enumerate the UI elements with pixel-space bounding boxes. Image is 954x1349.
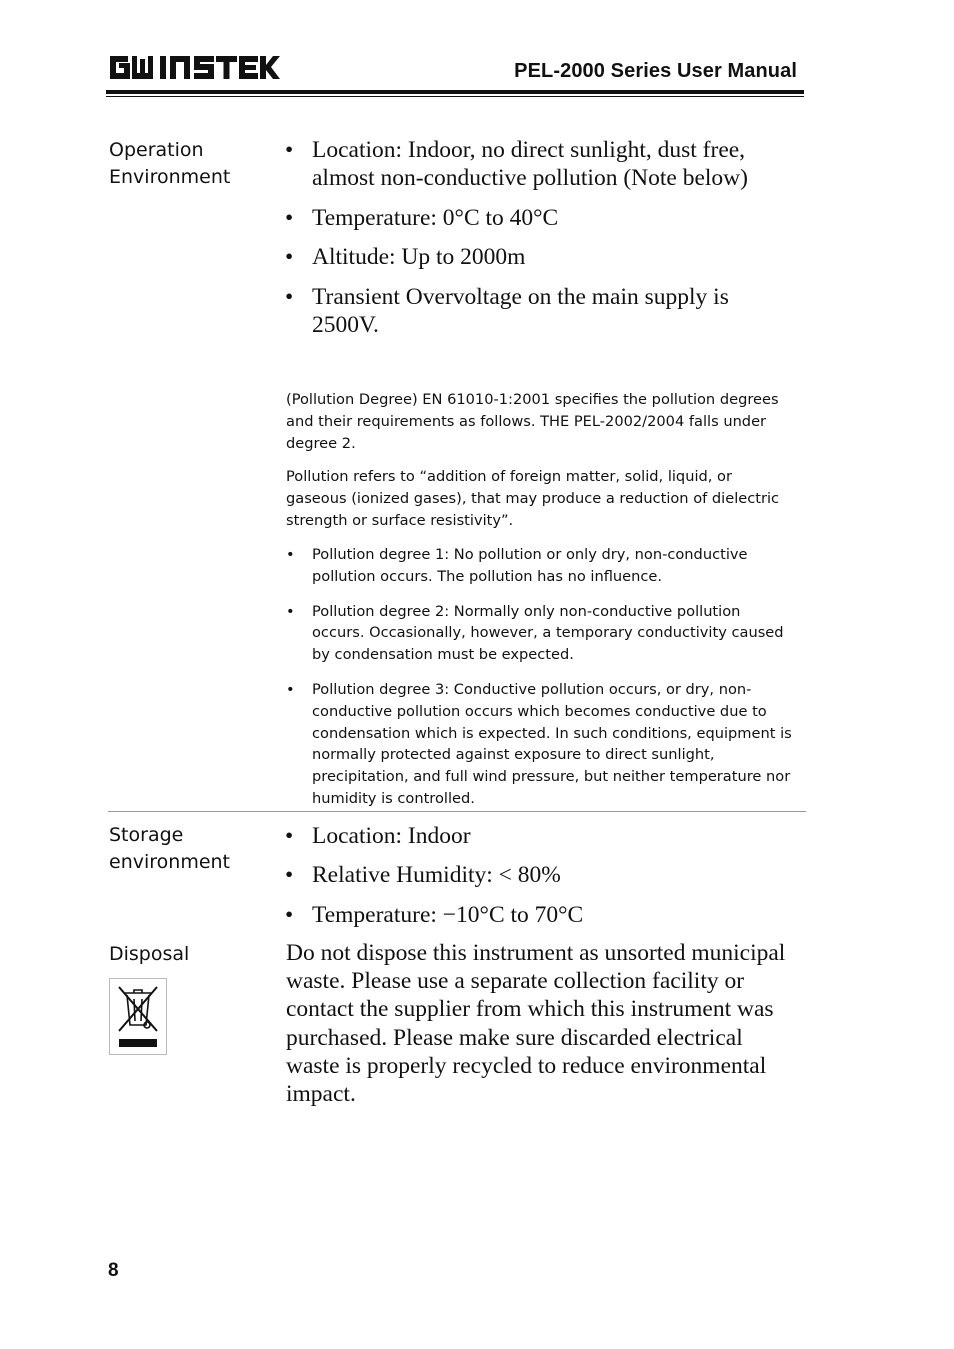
bullet-temperature: • Temperature: 0°C to 40°C — [285, 204, 795, 232]
pollution-definition: Pollution refers to “addition of foreign matter, solid, liquid, or gaseous (ionized gases), that may produce a reduction of dielectric strength or surface resistivity”. — [286, 468, 780, 529]
logo-text: GW INSTEK — [108, 52, 114, 53]
bullet-storage-humidity: • Relative Humidity: < 80% — [285, 861, 795, 889]
header-rule-thin — [106, 96, 804, 97]
pollution-degree-note: (Pollution Degree) EN 61010-1:2001 specifies the pollution degrees and their requirements as follows. THE PEL-2002/2004 falls under degree 2. — [286, 391, 779, 452]
operation-environment-label — [109, 137, 230, 191]
bullet-overvoltage: • Transient Overvoltage on the main supply is 2500V. — [285, 283, 795, 339]
section-divider — [108, 811, 806, 812]
header-rule — [106, 90, 804, 94]
bullet-altitude: • Altitude: Up to 2000m — [285, 243, 795, 271]
storage-bullets — [285, 822, 795, 929]
disposal-text: Do not dispose this instrument as unsorted municipal waste. Please use a separate collection facility or contact the supplier from which this instrument was purchased. Please make sure discarded electrical waste is properly recycled to reduce environmental impact. — [286, 940, 786, 1108]
weee-crossed-bin-icon — [109, 978, 167, 1055]
page-number: 8 — [108, 1260, 119, 1281]
bullet-storage-location: • Location: Indoor — [285, 822, 795, 850]
storage-environment-label — [109, 822, 230, 876]
gw-instek-logo — [108, 52, 280, 82]
manual-title: PEL-2000 Series User Manual — [514, 60, 797, 82]
label-line: environment — [109, 851, 231, 873]
disposal-label: Disposal — [109, 943, 190, 965]
operation-bullets — [285, 136, 795, 339]
bullet-storage-temperature: • Temperature: −10°C to 70°C — [285, 901, 795, 929]
pollution-degree-3: • Pollution degree 3: Conductive pollution occurs, or dry, non-conductive pollution occurs which becomes conductive due to condensation which is expected. In such conditions, equipment is normally protected against exposure to direct sunlight, precipitation, and full wind pressure, but neither temperature nor humidity is controlled. — [286, 679, 796, 810]
pollution-degree-list — [286, 544, 796, 810]
pollution-degree-1: • Pollution degree 1: No pollution or only dry, non-conductive pollution occurs. The pollution has no influence. — [286, 544, 796, 588]
bullet-location: • Location: Indoor, no direct sunlight, dust free, almost non-conductive pollution (Note below) — [285, 136, 795, 192]
label-line: Storage — [109, 824, 184, 846]
pollution-degree-2: • Pollution degree 2: Normally only non-conductive pollution occurs. Occasionally, however, a temporary conductivity caused by condensation must be expected. — [286, 601, 796, 666]
label-line: Environment — [109, 166, 231, 188]
label-line: Operation — [109, 139, 204, 161]
